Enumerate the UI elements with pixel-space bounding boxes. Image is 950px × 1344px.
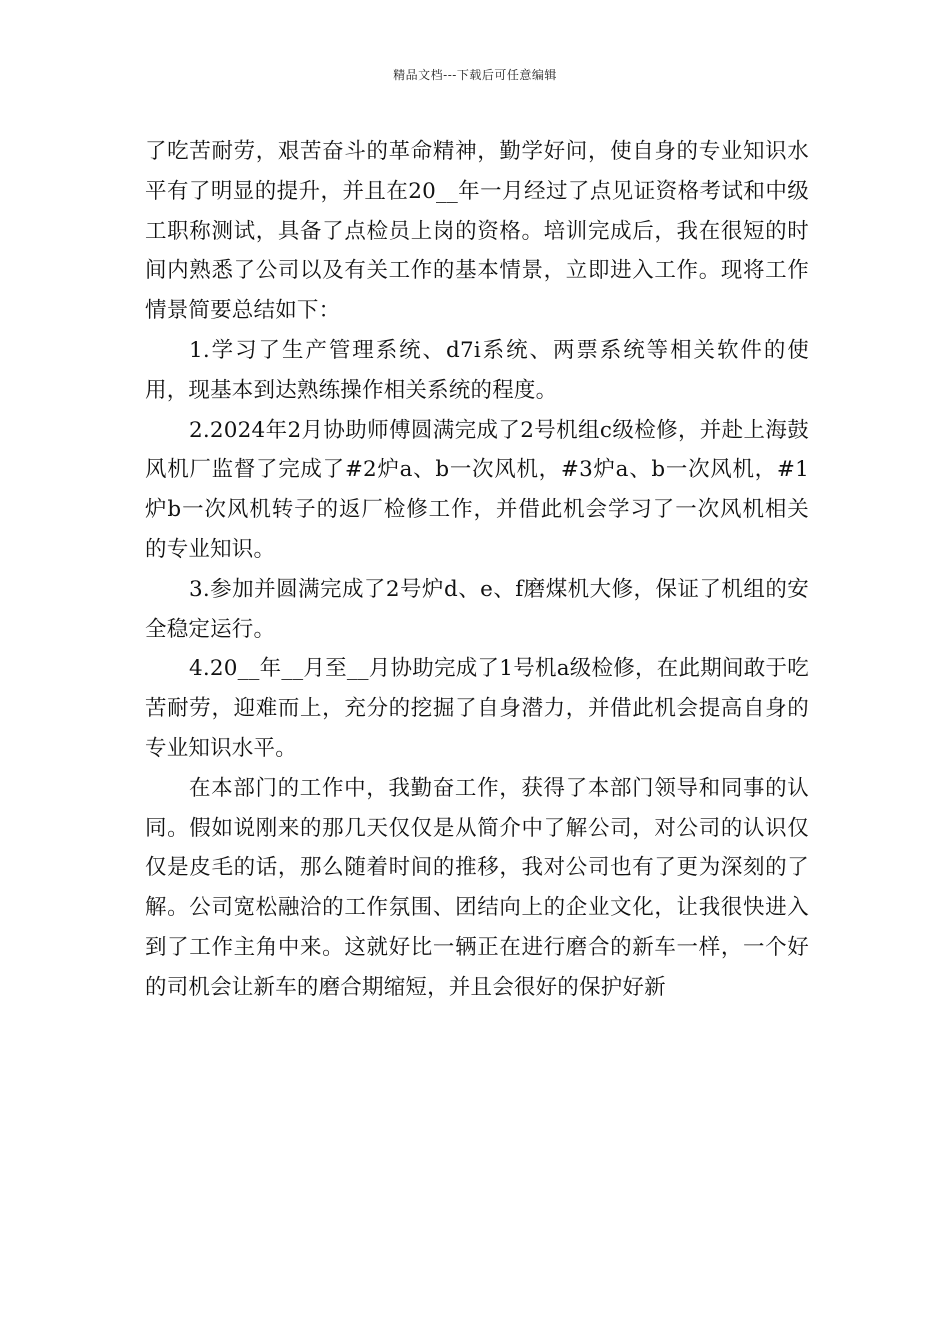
paragraph-item-1: 1.学习了生产管理系统、d7i系统、两票系统等相关软件的使用，现基本到达熟练操作相关系统的程度。 — [145, 337, 809, 403]
paragraph-item-4: 4.20__年__月至__月协助完成了1号机a级检修，在此期间敢于吃苦耐劳，迎难而上，充分的挖掘了自身潜力，并借此机会提高自身的专业知识水平。 — [145, 656, 809, 761]
paragraph-item-2: 2.2024年2月协助师傅圆满完成了2号机组c级检修，并赴上海鼓风机厂监督了完成了#2炉a、b一次风机，#3炉a、b一次风机，#1炉b一次风机转子的返厂检修工作，并借此机会学习了一次风机相关的专业知识。 — [145, 417, 809, 562]
paragraph-intro: 了吃苦耐劳，艰苦奋斗的革命精神，勤学好问，使自身的专业知识水平有了明显的提升，并且在20__年一月经过了点见证资格考试和中级工职称测试，具备了点检员上岗的资格。培训完成后，我在很短的时间内熟悉了公司以及有关工作的基本情景，立即进入工作。现将工作情景简要总结如下： — [145, 139, 809, 324]
page-header: 精品文档---下载后可任意编辑 — [393, 68, 557, 82]
paragraph-department: 在本部门的工作中，我勤奋工作，获得了本部门领导和同事的认同。假如说刚来的那几天仅仅是从简介中了解公司，对公司的认识仅仅是皮毛的话，那么随着时间的推移，我对公司也有了更为深刻的了解。公司宽松融洽的工作氛围、团结向上的企业文化，让我很快进入到了工作主角中来。这就好比一辆正在进行磨合的新车一样，一个好的司机会让新车的磨合期缩短，并且会很好的保护好新 — [145, 775, 809, 1000]
document-body — [145, 132, 809, 1008]
paragraph-item-3: 3.参加并圆满完成了2号炉d、e、f磨煤机大修，保证了机组的安全稳定运行。 — [145, 576, 809, 642]
